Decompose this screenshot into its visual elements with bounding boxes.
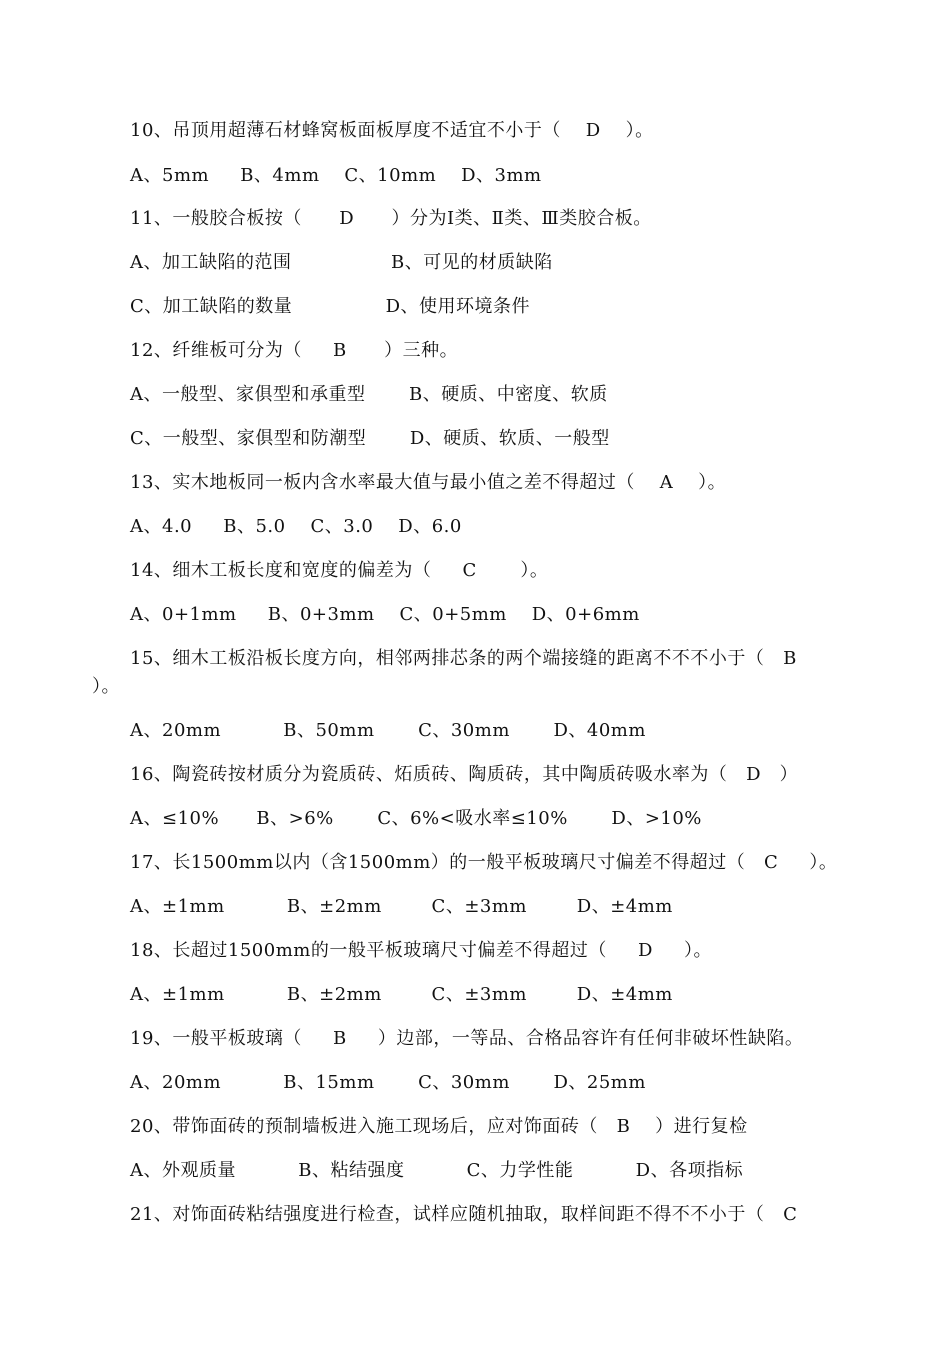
question-18: 18、长超过1500mm的一般平板玻璃尺寸偏差不得超过（ D ）。 [130, 940, 712, 961]
question-11: 11、一般胶合板按（ D ）分为Ⅰ类、Ⅱ类、Ⅲ类胶合板。 [130, 208, 652, 229]
question-21: 21、对饰面砖粘结强度进行检查，试样应随机抽取，取样间距不得不不小于（ C [130, 1204, 798, 1225]
question-18-options: A、±1mm B、±2mm C、±3mm D、±4mm [130, 984, 673, 1005]
question-10: 10、吊顶用超薄石材蜂窝板面板厚度不适宜不小于（ D ）。 [130, 120, 654, 141]
question-13: 13、实木地板同一板内含水率最大值与最小值之差不得超过（ A ）。 [130, 472, 727, 493]
question-14: 14、细木工板长度和宽度的偏差为（ C ）。 [130, 560, 549, 581]
question-17-options: A、±1mm B、±2mm C、±3mm D、±4mm [130, 896, 673, 917]
question-13-options: A、4.0 B、5.0 C、3.0 D、6.0 [130, 516, 462, 537]
question-12-options-ab: A、一般型、家俱型和承重型 B、硬质、中密度、软质 [130, 384, 608, 405]
question-11-options-ab: A、加工缺陷的范围 B、可见的材质缺陷 [130, 252, 553, 273]
question-12: 12、纤维板可分为（ B ）三种。 [130, 340, 459, 361]
question-19: 19、一般平板玻璃（ B ）边部，一等品、合格品容许有任何非破坏性缺陷。 [130, 1028, 804, 1049]
question-19-options: A、20mm B、15mm C、30mm D、25mm [130, 1072, 646, 1093]
question-14-options: A、0+1mm B、0+3mm C、0+5mm D、0+6mm [130, 604, 640, 625]
question-12-options-cd: C、一般型、家俱型和防潮型 D、硬质、软质、一般型 [130, 428, 610, 449]
question-16-options: A、≤10% B、>6% C、6%<吸水率≤10% D、>10% [130, 808, 702, 829]
question-15-options: A、20mm B、50mm C、30mm D、40mm [130, 720, 646, 741]
question-17: 17、长1500mm以内（含1500mm）的一般平板玻璃尺寸偏差不得超过（ C ）。 [130, 852, 838, 873]
question-20-options: A、外观质量 B、粘结强度 C、力学性能 D、各项指标 [130, 1160, 744, 1181]
question-15-continued: ）。 [92, 676, 120, 697]
question-10-options: A、5mm B、4mm C、10mm D、3mm [130, 165, 542, 186]
question-15: 15、细木工板沿板长度方向，相邻两排芯条的两个端接缝的距离不不不小于（ B [130, 648, 797, 669]
question-16: 16、陶瓷砖按材质分为瓷质砖、炻质砖、陶质砖，其中陶质砖吸水率为（ D ） [130, 764, 799, 785]
question-11-options-cd: C、加工缺陷的数量 D、使用环境条件 [130, 296, 531, 317]
question-20: 20、带饰面砖的预制墙板进入施工现场后，应对饰面砖（ B ）进行复检 [130, 1116, 748, 1137]
